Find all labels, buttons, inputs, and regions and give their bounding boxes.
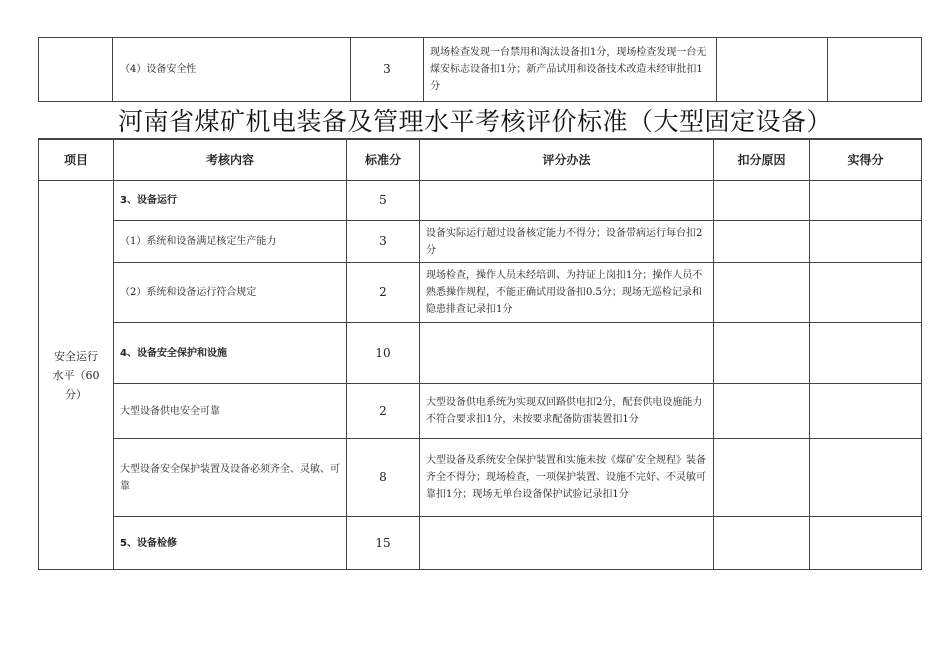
header-actual-score: 实得分 <box>847 152 884 167</box>
table-bottom-border <box>38 569 922 570</box>
row-scoring-method: 现场检查，操作人员未经培训、为持证上岗扣1分；操作人员不熟悉操作规程，不能正确试用设备扣0.5分；现场无巡检记录和隐患排查记录扣1分 <box>426 270 703 315</box>
header-content: 考核内容 <box>205 152 254 167</box>
prev-table-vline <box>112 37 113 101</box>
table-vline <box>713 138 714 570</box>
prev-row-score: 3 <box>383 62 391 76</box>
table-vline <box>38 138 39 570</box>
row-content: （2）系统和设备运行符合规定 <box>120 287 257 298</box>
row-content: 大型设备安全保护装置及设备必须齐全、灵敏、可靠 <box>120 463 340 492</box>
row-content: 3、设备运行 <box>120 195 177 206</box>
row-scoring-method <box>426 181 708 220</box>
row-standard-score: 8 <box>379 470 387 484</box>
prev-table-vline <box>827 37 828 101</box>
prev-table-vline <box>921 37 922 101</box>
header-deduction-reason: 扣分原因 <box>737 152 786 167</box>
row-standard-score: 2 <box>379 403 387 418</box>
row-scoring-method: 大型设备及系统安全保护装置和实施未按《煤矿安全规程》装备齐全不得分；现场检查，一项保护装置、设施不完好、不灵敏可靠扣1分；现场无单台设备保护试验记录扣1分 <box>426 455 706 500</box>
row-standard-score: 2 <box>379 285 387 299</box>
prev-row-method: 现场检查发现一台禁用和淘汰设备扣1分，现场检查发现一台无煤安标志设备扣1分；新产品试用和设备技术改造未经审批扣1分 <box>430 47 707 92</box>
row-scoring-method <box>426 323 708 383</box>
table-vline <box>921 138 922 570</box>
table-vline <box>809 138 810 570</box>
header-standard-score: 标准分 <box>364 152 401 167</box>
prev-table-vline <box>38 37 39 101</box>
row-scoring-method: 大型设备供电系统为实现双回路供电扣2分，配套供电设施能力不符合要求扣1分，未按要求配备防雷装置扣1分 <box>426 397 703 425</box>
row-standard-score: 3 <box>379 234 387 248</box>
row-standard-score: 15 <box>375 535 391 550</box>
row-scoring-method <box>426 517 708 569</box>
prev-table-vline <box>716 37 717 101</box>
table-vline <box>113 138 114 570</box>
prev-table-vline <box>423 37 424 101</box>
header-project: 项目 <box>63 152 88 167</box>
prev-table-bottom-border <box>38 101 922 102</box>
row-content: 大型设备供电安全可靠 <box>120 405 220 417</box>
page-title: 河南省煤矿机电装备及管理水平考核评价标准（大型固定设备） <box>117 107 832 136</box>
row-standard-score: 5 <box>379 193 387 207</box>
row-standard-score: 10 <box>375 345 391 360</box>
row-content: （1）系统和设备满足核定生产能力 <box>120 236 277 247</box>
prev-row-item: （4）设备安全性 <box>120 64 197 75</box>
row-content: 5、设备检修 <box>120 537 177 549</box>
project-label: 安全运行水平（60分） <box>52 349 100 401</box>
row-scoring-method: 设备实际运行超过设备核定能力不得分；设备带病运行每台扣2分 <box>426 227 703 256</box>
row-content: 4、设备安全保护和设施 <box>120 347 227 359</box>
table-vline <box>419 138 420 570</box>
header-scoring-method: 评分办法 <box>542 152 591 167</box>
